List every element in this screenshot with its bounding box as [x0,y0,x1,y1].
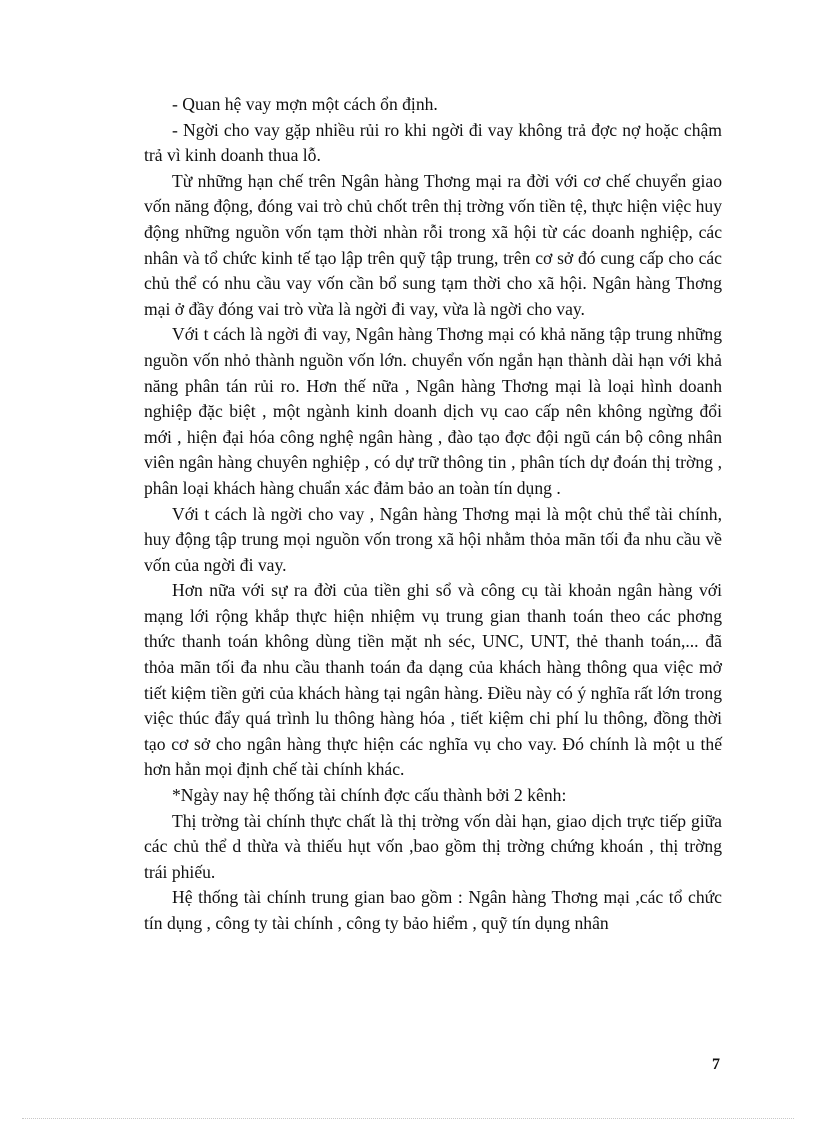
paragraph-financial-system-channels: *Ngày nay hệ thống tài chính đợc cấu thành bởi 2 kênh: [172,785,567,806]
paragraph-bank-as-borrower: Với t cách là ngời đi vay, Ngân hàng Thơng mại có khả năng tập trung những nguồn vốn nhỏ thành nguồn vốn lớn. chuyển vốn ngắn hạn thành dài hạn với khả năng phân tán rủi ro. Hơn thế nữa , Ngân hàng Thơng mại là loại hình doanh nghiệp đặc biệt , một ngành kinh doanh dịch vụ cao cấp nên không ngừng đổi mới , hiện đại hóa công nghệ ngân hàng , đào tạo đợc đội ngũ cán bộ công nhân viên ngân hàng chuyên nghiệp , có dự trữ thông tin , phân tích dự đoán thị trờng , phân loại khách hàng chuẩn xác đảm bảo an toàn tín dụng . [144,324,722,498]
paragraph-lender-risk: - Ngời cho vay gặp nhiều rủi ro khi ngời đi vay không trả đợc nợ hoặc chậm trả vì kinh doanh thua lỗ. [144,119,722,166]
paragraph-borrowing-stability: - Quan hệ vay mợn một cách ổn định. [172,94,438,114]
paragraph-bank-as-lender: Với t cách là ngời cho vay , Ngân hàng Thơng mại là một chủ thể tài chính, huy động tập trung mọi nguồn vốn trong xã hội nhằm thỏa mãn tối đa nhu cầu về vốn của ngời đi vay. [144,503,722,575]
paragraph-financial-market: Thị trờng tài chính thực chất là thị trờng vốn dài hạn, giao dịch trực tiếp giữa các chủ thể d thừa và thiếu hụt vốn ,bao gồm thị trờng chứng khoán , thị trờng trái phiếu. [144,810,722,882]
paragraph-commercial-bank-origin: Từ những hạn chế trên Ngân hàng Thơng mại ra đời với cơ chế chuyển giao vốn năng động, đóng vai trò chủ chốt trên thị trờng vốn tiền tệ, thực hiện việc huy động những nguồn vốn tạm thời nhàn rỗi trong xã hội từ các doanh nghiệp, các nhân và tổ chức kinh tế tạo lập trên quỹ tập trung, trên cơ sở đó cung cấp cho các chủ thể có nhu cầu vay vốn cần bổ sung tạm thời cho xã hội. Ngân hàng Thơng mại ở đầy đóng vai trò vừa là ngời đi vay, vừa là ngời cho vay. [144,170,722,319]
paragraph-payment-services: Hơn nữa với sự ra đời của tiền ghi sổ và công cụ tài khoản ngân hàng với mạng lới rộng khắp thực hiện nhiệm vụ trung gian thanh toán theo các phơng thức thanh toán không dùng tiền mặt nh séc, UNC, UNT, thẻ thanh toán,... đã thỏa mãn tối đa nhu cầu thanh toán đa dạng của khách hàng thông qua việc mở tiết kiệm tiền gửi của khách hàng tại ngân hàng. Điều này có ý nghĩa rất lớn trong việc thúc đẩy quá trình lu thông hàng hóa , tiết kiệm chi phí lu thông, đồng thời tạo cơ sở cho ngân hàng thực hiện các nghĩa vụ cho vay. Đó chính là một u thế hơn hẳn mọi định chế tài chính khác. [144,580,722,780]
body-text [144,92,722,937]
paragraph-intermediary-system: Hệ thống tài chính trung gian bao gồm : Ngân hàng Thơng mại ,các tổ chức tín dụng , công ty tài chính , công ty bảo hiểm , quỹ tín dụng nhân [144,887,722,933]
page-number: 7 [712,1056,720,1073]
page-bottom-divider [22,1118,794,1119]
